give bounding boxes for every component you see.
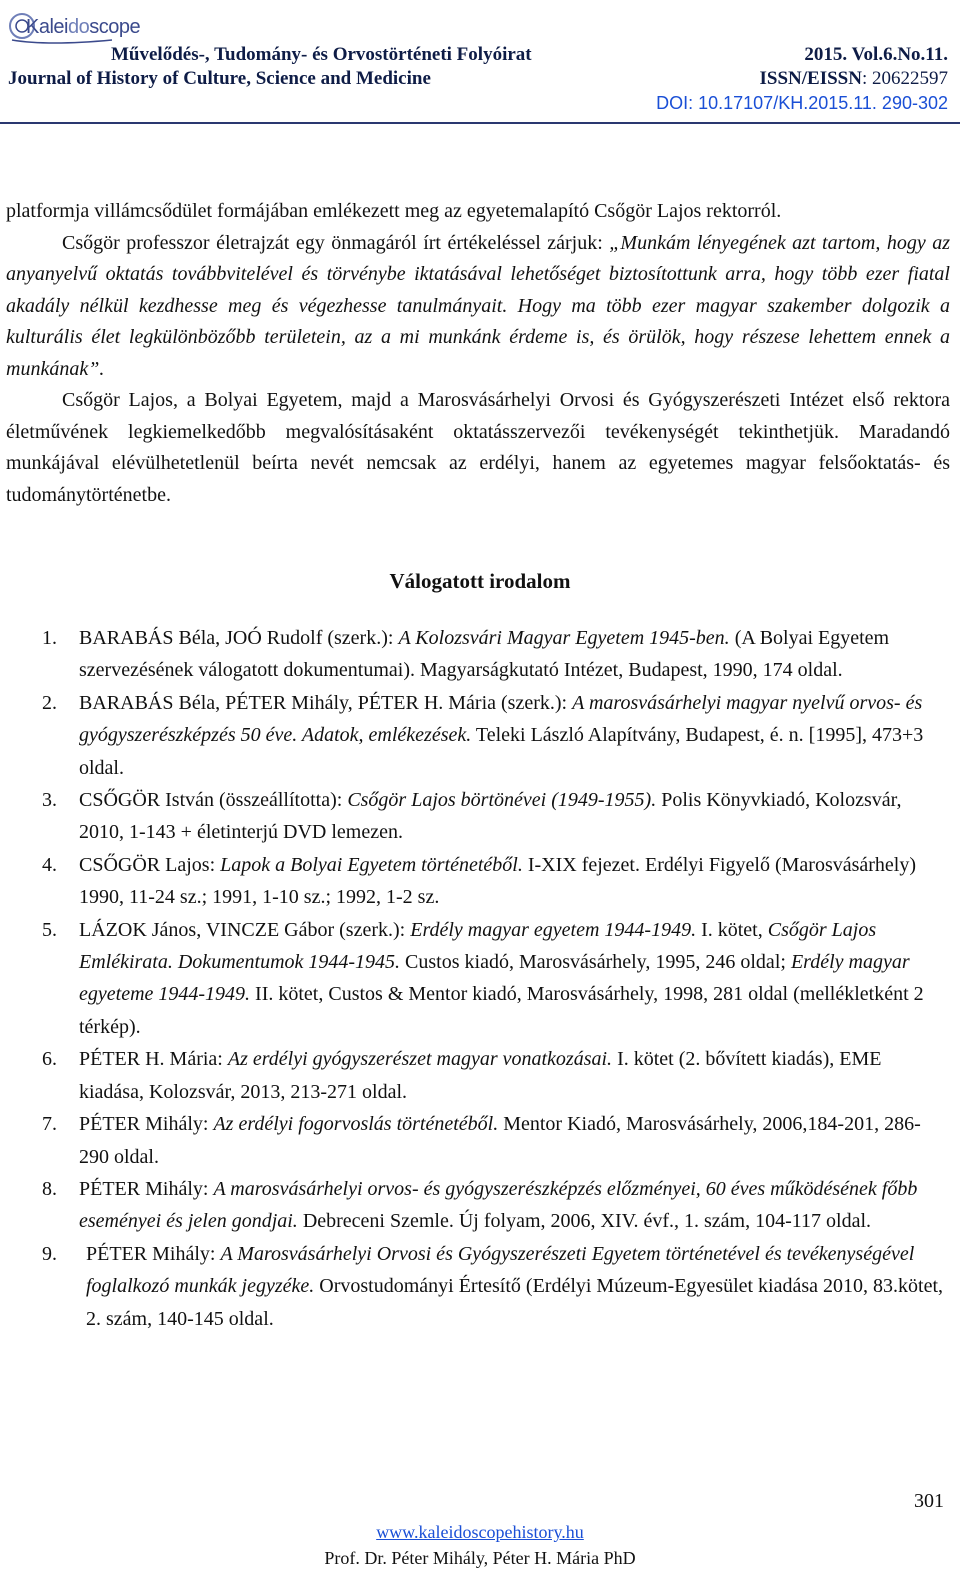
doi-link[interactable]: DOI: 10.17107/KH.2015.11. 290-302 [656,93,948,113]
page-number: 301 [914,1490,944,1512]
reference-item: 5. LÁZOK János, VINCZE Gábor (szerk.): Erdély magyar egyetem 1944-1949. I. kötet, Csőgör Lajos Emlékirata. Dokumentumok 1944-1945. Custos kiadó, Marosvásárhely, 1995, 246 oldal; Erdély magyar egyeteme 1944-1949. II. kötet, Custos & Mentor kiadó, Marosvásárhely, 1998, 281 oldal (mellékletként 2 térkép). [42,918,924,1038]
section-title: Válogatott irodalom [389,569,571,593]
reference-item: 3. CSŐGÖR István (összeállította): Csőgör Lajos börtönévei (1949-1955). Polis Könyvkiadó, Kolozsvár, 2010, 1-143 + életinterjú DVD lemezen. [42,789,902,844]
footer-authors: Prof. Dr. Péter Mihály, Péter H. Mária PhD [324,1548,636,1568]
reference-list [6,622,950,1335]
quote: „Munkám lényegének azt tartom, hogy az anyanyelvű oktatás továbbvitelével és törvénybe iktatásával lehetőséget biztosítottunk arra, hogy több ezer fiatal akadály nélkül kezdhesse meg és végezhesse tanulmányait. Hogy ma több ezer magyar szakember dolgozik a kulturális élet legkülönbözőbb területein, az a mi munkánk érdeme is, és örülök, hogy részese lehettem ennek a munkának”. [6,231,951,380]
header-divider [0,122,960,124]
paragraph-3: Csőgör Lajos, a Bolyai Egyetem, majd a Marosvásárhelyi Orvosi és Gyógyszerészeti Intézet első rektora életművének legkiemelkedőbb megvalósításaként oktatásszervezői tevékenységét tekinthetjük. Maradandó munkájával elévülhetetlenül beírta nevét nemcsak az erdélyi, hanem az egyetemes magyar felsőoktatás- és tudománytörténetbe. [6,389,950,506]
reference-item: 4. CSŐGÖR Lajos: Lapok a Bolyai Egyetem történetéből. I-XIX fejezet. Erdélyi Figyelő (Marosvásárhely) 1990, 11-24 sz.; 1991, 1-10 sz.; 1992, 1-2 sz. [42,853,917,909]
kaleidoscope-logo [8,6,141,46]
issue-info: 2015. Vol.6.No.11. [804,44,948,65]
reference-item: 9. PÉTER Mihály: A Marosvásárhelyi Orvosi és Gyógyszerészeti Egyetem történetével és tevékenységével foglalkozó munkák jegyzéke. Orvostudományi Értesítő (Erdélyi Múzeum-Egyesület kiadása 2010, 83.kötet, 2. szám, 140-145 oldal. [42,1242,944,1330]
logo-wordmark: Kaleidoscope [26,16,141,38]
issn-info: ISSN/EISSN: 20622597 [759,68,948,89]
reference-item: 6. PÉTER H. Mária: Az erdélyi gyógyszerészet magyar vonatkozásai. I. kötet (2. bővített kiadás), EME kiadása, Kolozsvár, 2013, 213-271 oldal. [42,1048,882,1103]
article-body [6,196,950,511]
reference-item: 7. PÉTER Mihály: Az erdélyi fogorvoslás történetéből. Mentor Kiadó, Marosvásárhely, 2006,184-201, 286-290 oldal. [42,1113,921,1168]
reference-item: 2. BARABÁS Béla, PÉTER Mihály, PÉTER H. Mária (szerk.): A marosvásárhelyi magyar nyelvű orvos- és gyógyszerészképzés 50 éve. Adatok, emlékezések. Teleki László Alapítvány, Budapest, é. n. [1995], 473+3 oldal. [42,691,924,779]
journal-title-en: Journal of History of Culture, Science and Medicine [8,68,431,89]
reference-item: 1. BARABÁS Béla, JOÓ Rudolf (szerk.): A Kolozsvári Magyar Egyetem 1945-ben. (A Bolyai Egyetem szervezésének válogatott dokumentumai). Magyarságkutató Intézet, Budapest, 1990, 174 oldal. [42,627,890,682]
reference-item: 8. PÉTER Mihály: A marosvásárhelyi orvos- és gyógyszerészképzés előzményei, 60 éves működésének főbb eseményei és jelen gondjai. Debreceni Szemle. Új folyam, 2006, XIV. évf., 1. szám, 104-117 oldal. [42,1177,918,1233]
footer-website-link[interactable]: www.kaleidoscopehistory.hu [376,1522,584,1542]
paragraph-1: platformja villámcsődület formájában emlékezett meg az egyetemalapító Csőgör Lajos rektorról. [6,200,782,222]
journal-title-hu: Művelődés-, Tudomány- és Orvostörténeti Folyóirat [111,44,532,65]
paragraph-2: Csőgör professzor életrajzát egy önmagáról írt értékeléssel zárjuk: „Munkám lényegének azt tartom, hogy az anyanyelvű oktatás továbbvitelével és törvénybe iktatásával lehetőséget biztosítottunk arra, hogy több ezer fiatal akadály nélkül kezdhesse meg és végezhesse tanulmányait. Hogy ma több ezer magyar szakember dolgozik a kulturális élet legkülönbözőbb területein, az a mi munkánk érdeme is, és örülök, hogy részese lehettem ennek a munkának”. [6,231,951,380]
page-header [0,0,960,125]
